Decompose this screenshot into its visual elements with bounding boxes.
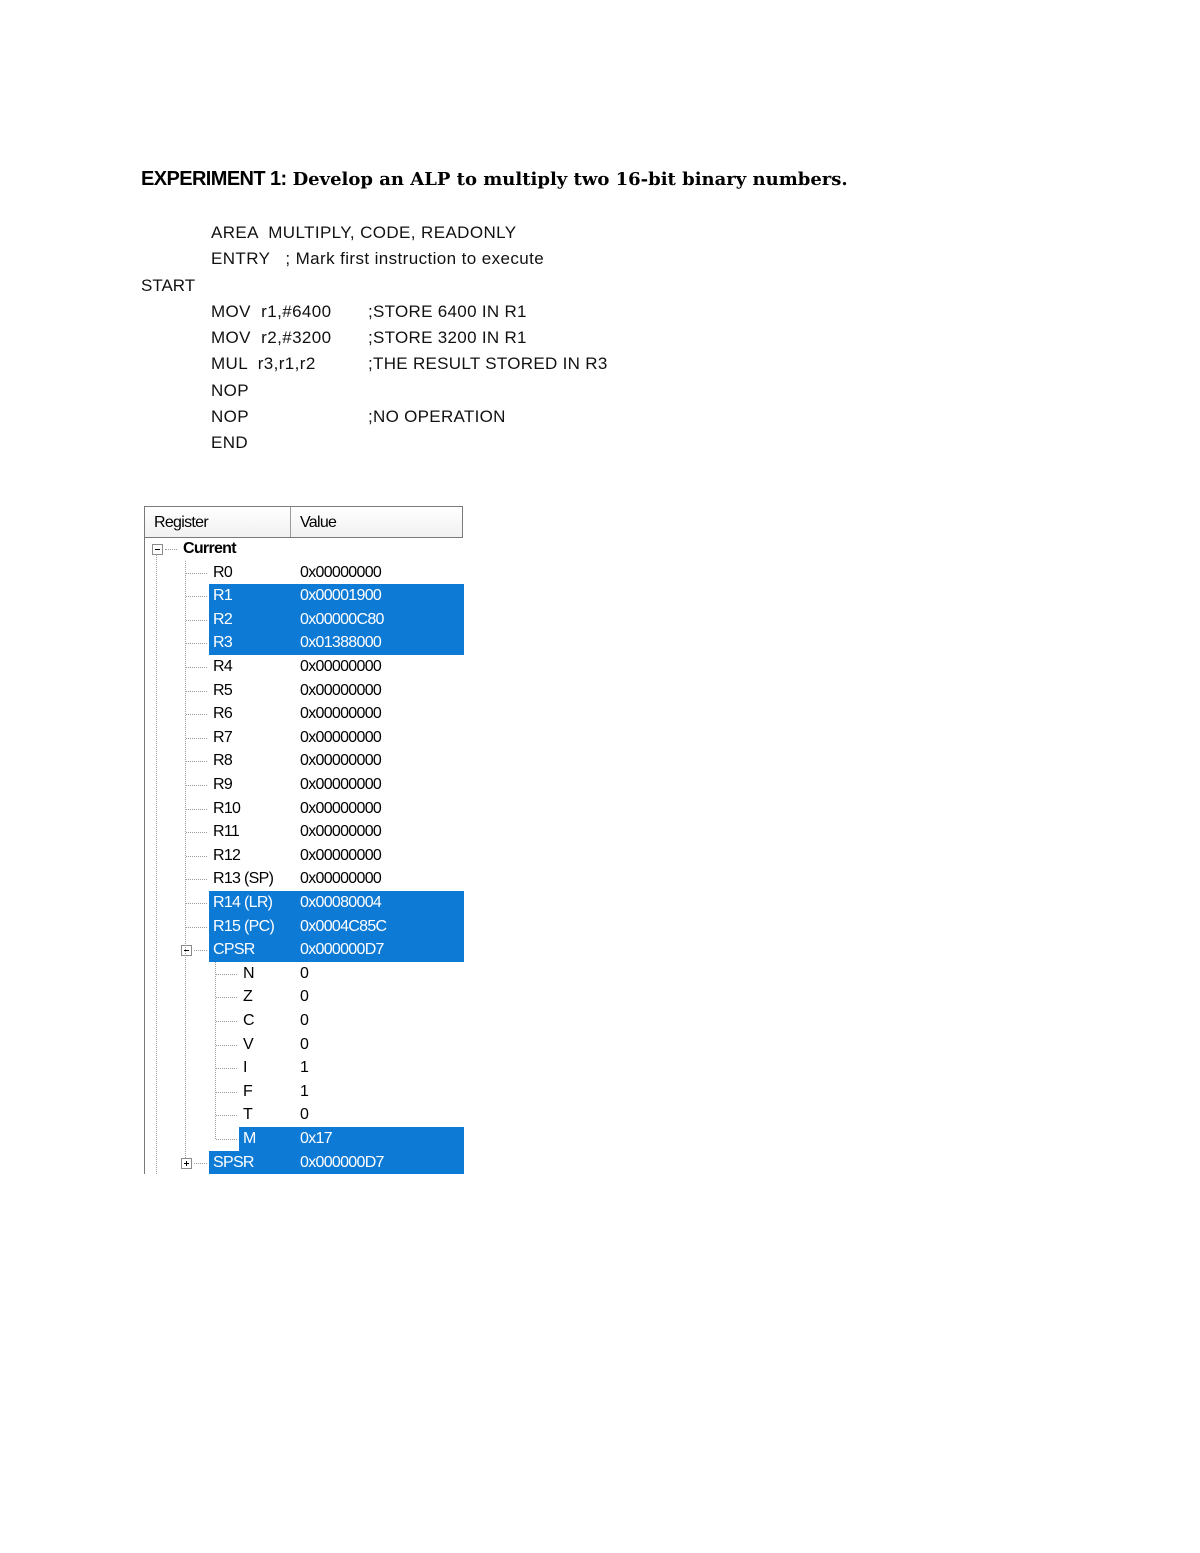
code-instruction: MOV r2,#3200 bbox=[211, 328, 332, 348]
register-name: Z bbox=[243, 988, 253, 1006]
cpsr-flag-v[interactable] bbox=[145, 1033, 464, 1057]
register-name: CPSR bbox=[213, 941, 255, 959]
cpsr-flag-n[interactable] bbox=[145, 962, 464, 986]
register-row-r10[interactable] bbox=[145, 797, 464, 821]
register-row-r3[interactable] bbox=[145, 631, 464, 655]
expand-spsr-icon[interactable] bbox=[181, 1158, 192, 1169]
register-name: R7 bbox=[213, 728, 233, 746]
code-comment: ;STORE 6400 IN R1 bbox=[368, 301, 527, 321]
tree-connector bbox=[186, 879, 207, 880]
code-instruction: MOV r1,#6400 bbox=[211, 301, 332, 321]
register-value: 0x00000000 bbox=[300, 823, 382, 841]
register-name: R11 bbox=[213, 823, 240, 841]
code-instruction: AREA MULTIPLY, CODE, READONLY bbox=[211, 223, 517, 242]
tree-guide-line bbox=[185, 561, 186, 1158]
register-row-r12[interactable] bbox=[145, 844, 464, 868]
register-value: 0 bbox=[300, 988, 309, 1006]
code-comment: ;STORE 3200 IN R1 bbox=[368, 328, 527, 348]
register-value: 0x000000D7 bbox=[300, 941, 384, 959]
tree-connector bbox=[186, 691, 207, 692]
tree-connector bbox=[216, 1092, 237, 1093]
register-value: 0x00001900 bbox=[300, 587, 382, 605]
code-comment: ;NO OPERATION bbox=[368, 407, 506, 427]
register-row-spsr[interactable] bbox=[145, 1151, 464, 1175]
register-column-header[interactable]: Register bbox=[145, 507, 291, 537]
register-row-r9[interactable] bbox=[145, 773, 464, 797]
register-name: R14 (LR) bbox=[213, 894, 273, 911]
register-value: 0x00000000 bbox=[300, 728, 382, 746]
tree-connector bbox=[186, 643, 207, 644]
register-name: R12 bbox=[213, 846, 241, 864]
register-name: R9 bbox=[213, 776, 233, 793]
register-row-r7[interactable] bbox=[145, 726, 464, 750]
register-value: 0x00000000 bbox=[300, 752, 382, 770]
tree-guide-line bbox=[156, 554, 157, 1174]
register-row-cpsr[interactable] bbox=[145, 938, 464, 962]
register-name: R6 bbox=[213, 705, 233, 723]
register-name: R1 bbox=[213, 587, 233, 605]
value-column-header[interactable]: Value bbox=[300, 514, 337, 531]
register-row-r8[interactable] bbox=[145, 749, 464, 773]
cpsr-flag-m[interactable] bbox=[145, 1127, 464, 1151]
tree-connector bbox=[186, 927, 207, 928]
register-name: C bbox=[243, 1012, 254, 1029]
tree-connector bbox=[186, 903, 207, 904]
register-value: 0x00000000 bbox=[300, 563, 382, 581]
register-name: M bbox=[243, 1130, 256, 1147]
tree-connector bbox=[216, 1021, 237, 1022]
register-name: N bbox=[243, 964, 254, 982]
experiment-number: EXPERIMENT 1: bbox=[141, 168, 287, 190]
register-name: R2 bbox=[213, 610, 233, 628]
code-comment: ;THE RESULT STORED IN R3 bbox=[368, 354, 608, 374]
register-value: 0x00000000 bbox=[300, 658, 382, 675]
tree-connector bbox=[194, 950, 207, 951]
code-instruction: NOP bbox=[211, 380, 250, 400]
register-row-r13-sp[interactable] bbox=[145, 867, 464, 891]
experiment-heading bbox=[141, 168, 848, 191]
tree-connector bbox=[216, 1068, 237, 1069]
tree-node-current[interactable] bbox=[145, 537, 464, 561]
register-row-r14-lr[interactable] bbox=[145, 891, 464, 915]
tree-connector bbox=[186, 573, 207, 574]
register-row-r1[interactable] bbox=[145, 584, 464, 608]
register-value: 0x00000000 bbox=[300, 846, 382, 864]
register-row-r6[interactable] bbox=[145, 702, 464, 726]
cpsr-flag-z[interactable] bbox=[145, 985, 464, 1009]
register-name: Current bbox=[183, 540, 236, 557]
tree-connector bbox=[216, 974, 237, 975]
tree-connector bbox=[186, 667, 207, 668]
tree-connector bbox=[216, 997, 237, 998]
register-value: 0x00000000 bbox=[300, 799, 382, 817]
register-name: T bbox=[243, 1106, 253, 1124]
register-row-r4[interactable] bbox=[145, 655, 464, 679]
register-value: 0x17 bbox=[300, 1130, 332, 1147]
register-name: R4 bbox=[213, 658, 233, 675]
collapse-current-icon[interactable] bbox=[152, 544, 163, 555]
cpsr-flag-i[interactable] bbox=[145, 1056, 464, 1080]
register-value: 0x00000C80 bbox=[300, 610, 384, 628]
register-value: 0x00000000 bbox=[300, 776, 382, 793]
register-value: 0 bbox=[300, 1106, 309, 1124]
register-name: SPSR bbox=[213, 1153, 254, 1171]
register-value: 0x00000000 bbox=[300, 705, 382, 723]
register-window bbox=[144, 506, 464, 1174]
register-name: R10 bbox=[213, 799, 241, 817]
tree-connector bbox=[186, 832, 207, 833]
tree-connector bbox=[186, 809, 207, 810]
tree-connector bbox=[186, 856, 207, 857]
register-value: 1 bbox=[300, 1059, 309, 1077]
register-value: 0x01388000 bbox=[300, 634, 382, 652]
tree-connector bbox=[165, 549, 177, 550]
register-value: 0x00000000 bbox=[300, 681, 382, 699]
tree-connector bbox=[186, 785, 207, 786]
register-name: R5 bbox=[213, 681, 233, 699]
tree-connector bbox=[186, 596, 207, 597]
register-row-r11[interactable] bbox=[145, 820, 464, 844]
register-name: R13 (SP) bbox=[213, 870, 274, 888]
register-name: V bbox=[243, 1035, 253, 1053]
register-value: 0x00080004 bbox=[300, 894, 382, 911]
register-row-r15-pc[interactable] bbox=[145, 915, 464, 939]
code-instruction: ENTRY ; Mark first instruction to execute bbox=[211, 249, 545, 269]
code-instruction: NOP bbox=[211, 407, 250, 427]
tree-connector bbox=[216, 1115, 237, 1116]
code-label: START bbox=[141, 275, 196, 295]
register-name: R8 bbox=[213, 752, 233, 770]
selection-highlight bbox=[239, 1127, 464, 1151]
register-value: 1 bbox=[300, 1082, 309, 1100]
register-name: R3 bbox=[213, 634, 233, 652]
register-row-r5[interactable] bbox=[145, 679, 464, 703]
code-instruction: MUL r3,r1,r2 bbox=[211, 354, 316, 374]
collapse-cpsr-icon[interactable] bbox=[181, 945, 192, 956]
tree-connector bbox=[186, 761, 207, 762]
tree-connector bbox=[194, 1163, 207, 1164]
register-value: 0 bbox=[300, 1035, 309, 1053]
cpsr-flag-t[interactable] bbox=[145, 1103, 464, 1127]
register-value: 0 bbox=[300, 964, 309, 982]
experiment-description: Develop an ALP to multiply two 16-bit binary numbers. bbox=[292, 169, 848, 190]
code-instruction: END bbox=[211, 433, 249, 453]
cpsr-flag-f[interactable] bbox=[145, 1080, 464, 1104]
register-row-r2[interactable] bbox=[145, 608, 464, 632]
tree-connector bbox=[216, 1045, 237, 1046]
tree-connector bbox=[216, 1139, 237, 1140]
register-table-header bbox=[145, 506, 463, 538]
tree-connector bbox=[186, 620, 207, 621]
register-name: I bbox=[243, 1059, 247, 1077]
tree-connector bbox=[186, 714, 207, 715]
register-name: F bbox=[243, 1082, 253, 1100]
tree-connector bbox=[186, 738, 207, 739]
register-value: 0x00000000 bbox=[300, 870, 382, 888]
register-row-r0[interactable] bbox=[145, 561, 464, 585]
register-value: 0x0004C85C bbox=[300, 917, 387, 935]
cpsr-flag-c[interactable] bbox=[145, 1009, 464, 1033]
register-name: R0 bbox=[213, 563, 233, 581]
register-name: R15 (PC) bbox=[213, 917, 275, 935]
tree-guide-line bbox=[215, 962, 216, 1139]
register-value: 0x000000D7 bbox=[300, 1153, 384, 1171]
register-value: 0 bbox=[300, 1012, 309, 1029]
